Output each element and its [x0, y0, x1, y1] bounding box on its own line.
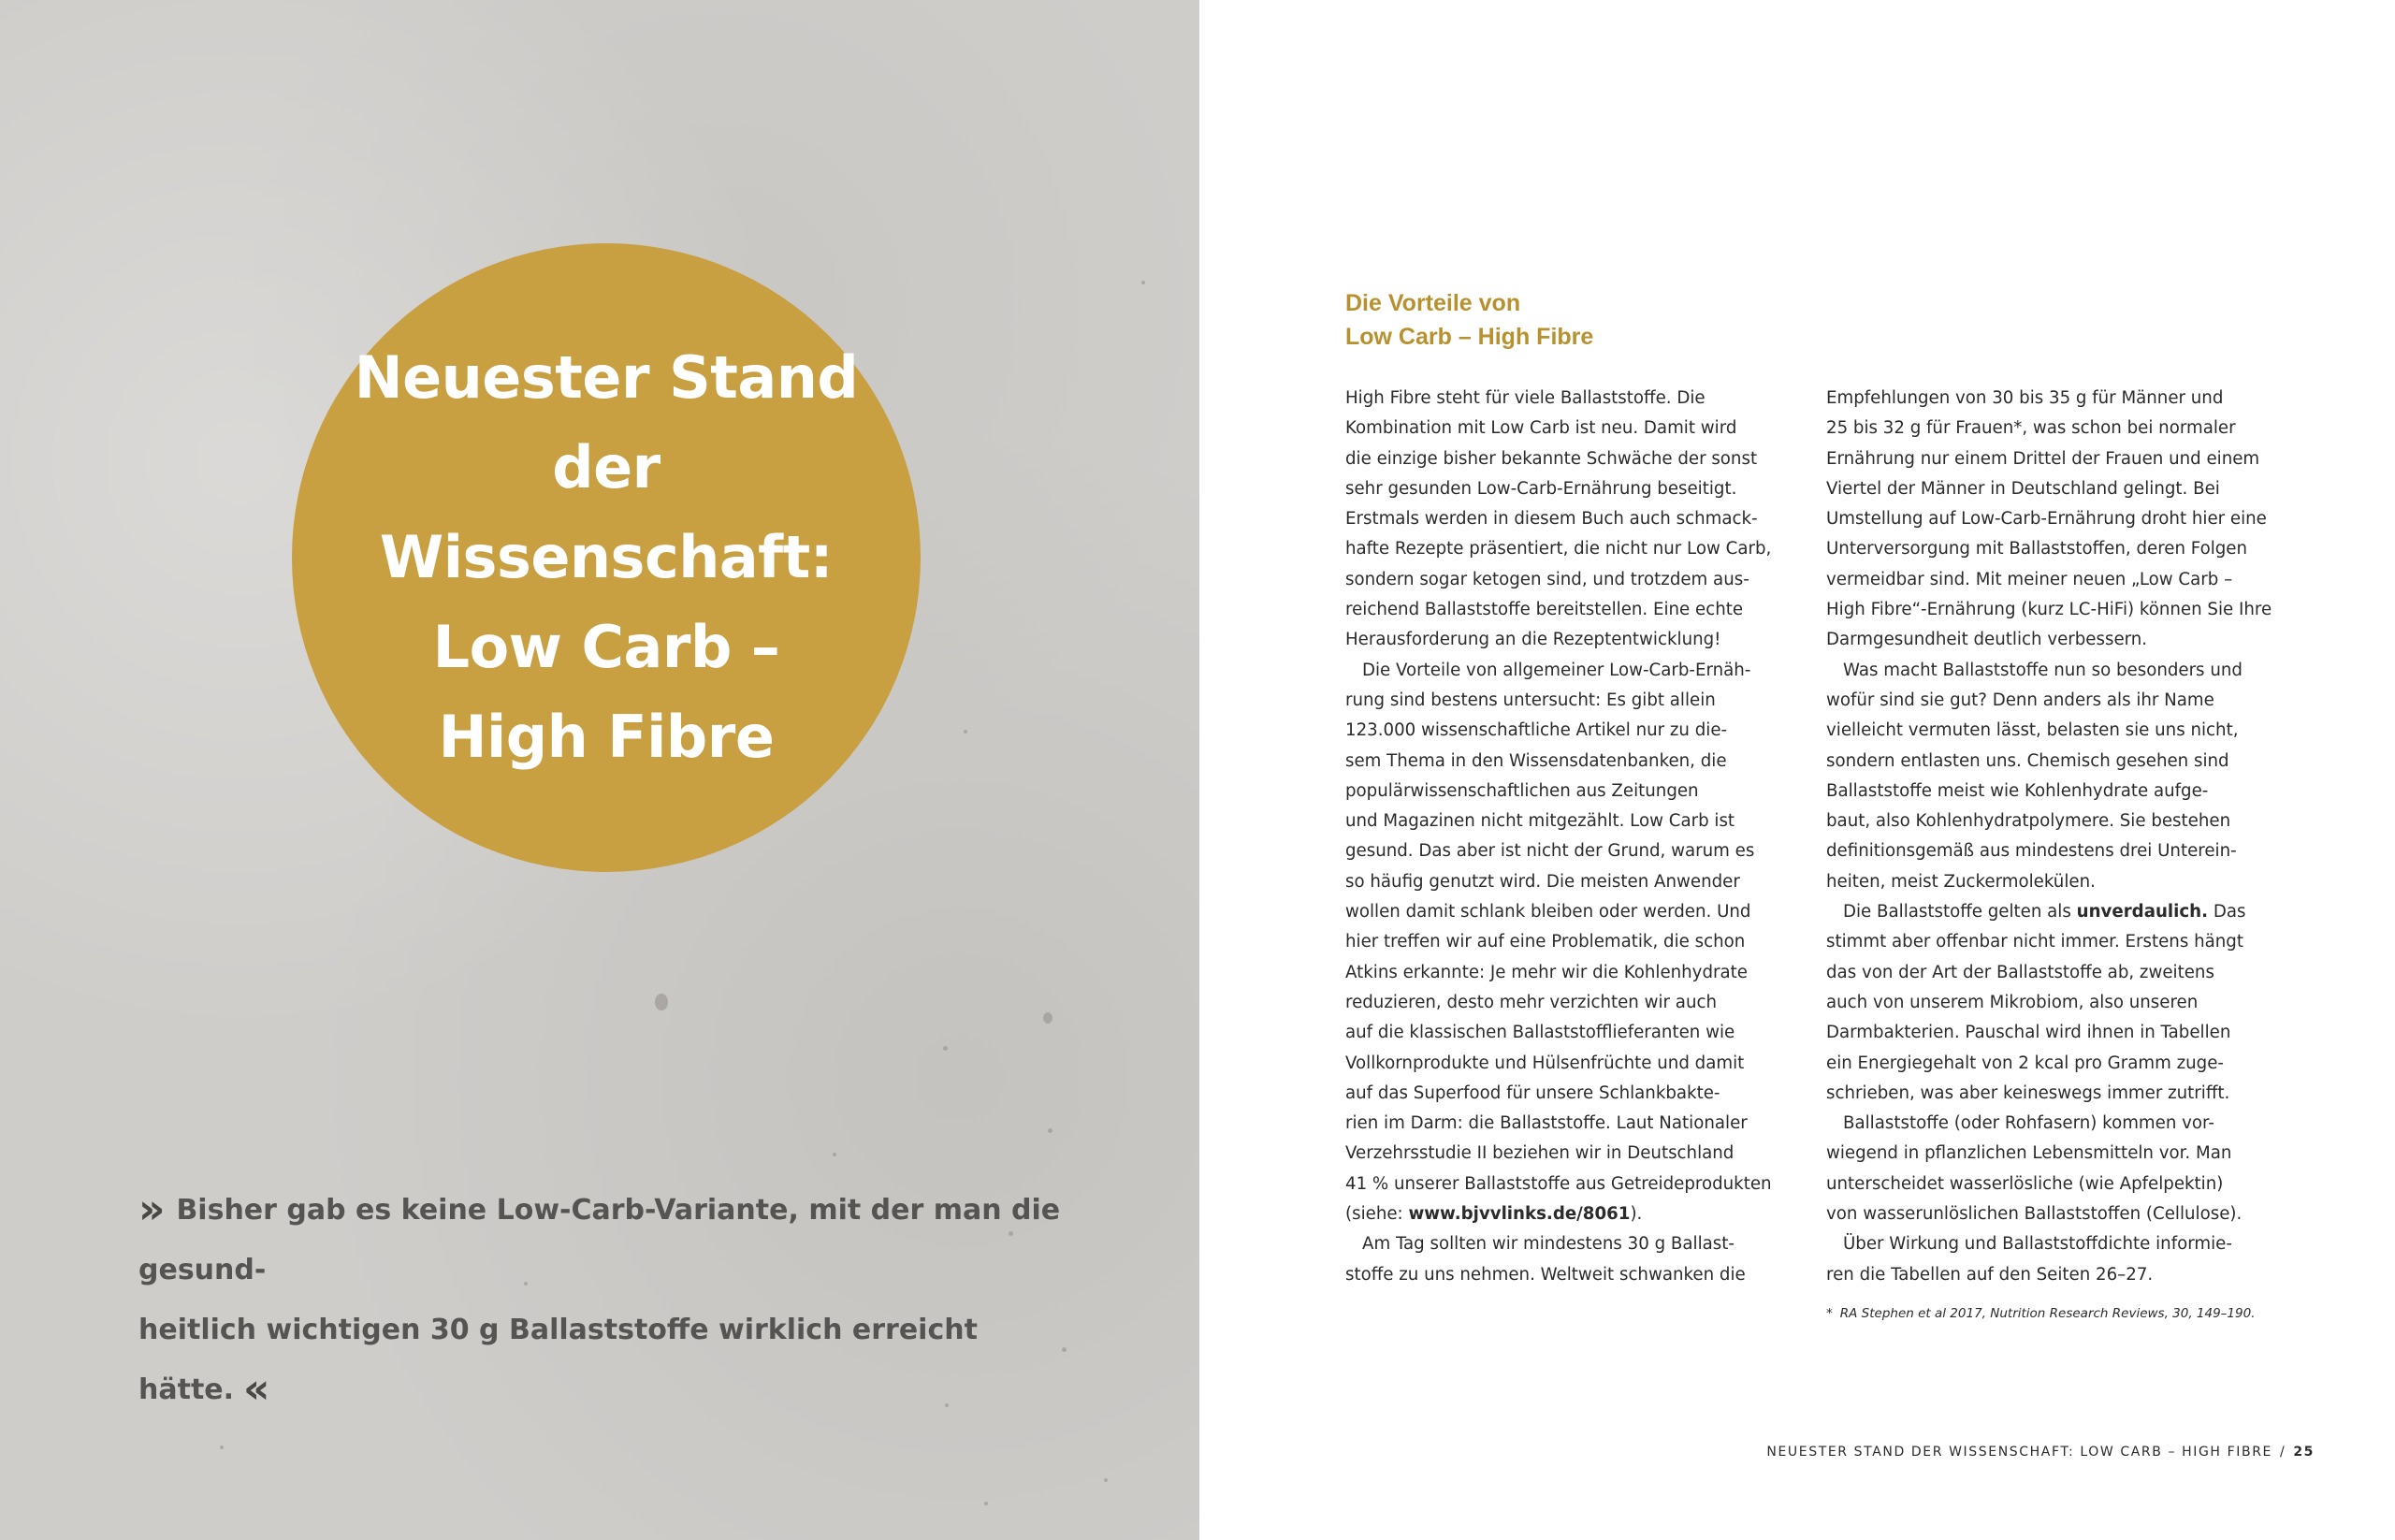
text-line: sehr gesunden Low-Carb-Ernährung beseitigt. [1345, 478, 1737, 499]
page-number: 25 [2293, 1445, 2315, 1460]
text-line: vermeidbar sind. Mit meiner neuen „Low Carb – [1826, 569, 2233, 589]
text-line: Unterversorgung mit Ballaststoffen, deren Folgen [1826, 539, 2248, 559]
bold-suffix: Das [2208, 902, 2246, 923]
link-suffix: ). [1630, 1204, 1643, 1225]
text-line: Ernährung nur einem Drittel der Frauen und einem [1826, 448, 2260, 469]
web-link[interactable]: www.bjvvlinks.de/8061 [1408, 1204, 1631, 1225]
footnote-marker: * [1826, 1306, 1833, 1321]
text-line: auch von unserem Mikrobiom, also unseren [1826, 992, 2199, 1012]
text-line: High Fibre“-Ernährung (kurz LC-HiFi) können Sie Ihre [1826, 600, 2272, 620]
text-line: sem Thema in den Wissensdatenbanken, die [1345, 750, 1727, 771]
concrete-pit [220, 1446, 224, 1449]
text-line-with-bold [1826, 897, 2294, 927]
text-line: Ballaststoffe (oder Rohfasern) kommen vor- [1843, 1113, 2214, 1134]
text-line: stoffe zu uns nehmen. Weltweit schwanken die [1345, 1264, 1746, 1285]
text-line: Darmgesundheit deutlich verbessern. [1826, 630, 2148, 650]
text-line: und Magazinen nicht mitgezählt. Low Carb ist [1345, 811, 1735, 832]
concrete-pit [655, 994, 668, 1010]
text-line: hier treffen wir auf eine Problematik, die schon [1345, 932, 1746, 952]
footnote-text: RA Stephen et al 2017, Nutrition Research Reviews, 30, 149–190. [1839, 1306, 2256, 1321]
link-prefix: (siehe: [1345, 1204, 1409, 1225]
text-line: Atkins erkannte: Je mehr wir die Kohlenhydrate [1345, 962, 1748, 982]
text-line: baut, also Kohlenhydratpolymere. Sie bestehen [1826, 811, 2231, 832]
quote-line: heitlich wichtigen 30 g Ballaststoffe wirklich erreicht hätte. [138, 1314, 978, 1406]
text-line: auf die klassischen Ballaststofflieferanten wie [1345, 1023, 1735, 1043]
text-line: heiten, meist Zuckermolekülen. [1826, 871, 2096, 892]
running-footer-text: NEUESTER STAND DER WISSENSCHAFT: LOW CARB – HIGH FIBRE [1766, 1445, 2272, 1460]
text-line: Erstmals werden in diesem Buch auch schmack- [1345, 509, 1758, 530]
concrete-pit [943, 1046, 948, 1051]
quote-open-mark: » [138, 1185, 166, 1233]
concrete-pit [1043, 1012, 1052, 1024]
text-line: Am Tag sollten wir mindestens 30 g Ballast- [1362, 1234, 1735, 1255]
chapter-title-line: High Fibre [438, 703, 775, 771]
chapter-title-line: Low Carb – [432, 613, 780, 681]
text-line: Kombination mit Low Carb ist neu. Damit wird [1345, 418, 1737, 439]
text-line: vielleicht vermuten lässt, belasten sie uns nicht, [1826, 720, 2239, 741]
text-line: ren die Tabellen auf den Seiten 26–27. [1826, 1264, 2154, 1285]
text-line: Darmbakterien. Pauschal wird ihnen in Tabellen [1826, 1023, 2231, 1043]
text-line: Viertel der Männer in Deutschland gelingt. Bei [1826, 478, 2220, 499]
text-line: reichend Ballaststoffe bereitstellen. Eine echte [1345, 600, 1744, 620]
title-circle [292, 243, 921, 872]
chapter-title [326, 333, 887, 782]
text-column-left [1345, 384, 1813, 1290]
section-heading-line: Low Carb – High Fibre [1345, 324, 1594, 350]
chapter-title-line: der Wissenschaft: [379, 433, 834, 591]
text-line: schrieben, was aber keineswegs immer zutrifft. [1826, 1082, 2230, 1103]
text-line: hafte Rezepte präsentiert, die nicht nur Low Carb, [1345, 539, 1772, 559]
section-heading-line: Die Vorteile von [1345, 290, 1521, 316]
text-line: so häufig genutzt wird. Die meisten Anwender [1345, 871, 1740, 892]
text-line: das von der Art der Ballaststoffe ab, zweitens [1826, 962, 2214, 982]
concrete-pit [1048, 1128, 1052, 1133]
text-line: wiegend in pflanzlichen Lebensmitteln vor. Man [1826, 1143, 2232, 1164]
text-line: Die Vorteile von allgemeiner Low-Carb-Ernäh- [1362, 660, 1751, 680]
text-line: populärwissenschaftlichen aus Zeitungen [1345, 780, 1699, 801]
text-line: rung sind bestens untersucht: Es gibt allein [1345, 690, 1716, 710]
text-line: wollen damit schlank bleiben oder werden. Und [1345, 902, 1751, 923]
bold-prefix: Die Ballaststoffe gelten als [1843, 902, 2077, 923]
text-line: definitionsgemäß aus mindestens drei Unterein- [1826, 841, 2237, 862]
text-line: Umstellung auf Low-Carb-Ernährung droht hier eine [1826, 509, 2267, 530]
chapter-title-line: Neuester Stand [354, 343, 859, 412]
concrete-pit [984, 1502, 988, 1505]
right-page [1199, 0, 2395, 1540]
text-line: von wasserunlöslichen Ballaststoffen (Cellulose). [1826, 1204, 2243, 1225]
text-line: 25 bis 32 g für Frauen*, was schon bei normaler [1826, 418, 2236, 439]
text-line: 41 % unserer Ballaststoffe aus Getreideprodukten [1345, 1173, 1772, 1194]
concrete-pit [964, 730, 967, 734]
text-line: auf das Superfood für unsere Schlankbakte- [1345, 1082, 1720, 1103]
text-line: reduzieren, desto mehr verzichten wir auch [1345, 992, 1717, 1012]
text-line: Herausforderung an die Rezeptentwicklung! [1345, 630, 1721, 650]
text-column-right [1826, 384, 2294, 1290]
quote-line: Bisher gab es keine Low-Carb-Variante, mit der man die gesund- [138, 1194, 1061, 1286]
text-line: Empfehlungen von 30 bis 35 g für Männer und [1826, 388, 2224, 408]
text-line: sondern sogar ketogen sind, und trotzdem aus- [1345, 569, 1749, 589]
text-line: rien im Darm: die Ballaststoffe. Laut Nationaler [1345, 1113, 1748, 1134]
concrete-pit [1104, 1478, 1108, 1482]
text-line-with-link [1345, 1199, 1813, 1229]
concrete-pit [833, 1153, 836, 1156]
running-footer [1766, 1445, 2315, 1460]
text-line: ein Energiegehalt von 2 kcal pro Gramm zuge- [1826, 1053, 2224, 1073]
text-line: sondern entlasten uns. Chemisch gesehen sind [1826, 750, 2229, 771]
text-line: Vollkornprodukte und Hülsenfrüchte und damit [1345, 1053, 1745, 1073]
text-line: unterscheidet wasserlösliche (wie Apfelpektin) [1826, 1173, 2224, 1194]
running-footer-separator: / [2279, 1445, 2286, 1460]
text-line: stimmt aber offenbar nicht immer. Erstens hängt [1826, 932, 2243, 952]
text-line: Was macht Ballaststoffe nun so besonders und [1843, 660, 2243, 680]
concrete-pit [1141, 281, 1145, 284]
text-line: die einzige bisher bekannte Schwäche der sonst [1345, 448, 1758, 469]
bold-term: unverdaulich. [2076, 902, 2209, 923]
pull-quote [138, 1181, 1074, 1420]
text-line: Über Wirkung und Ballaststoffdichte informie- [1843, 1234, 2232, 1255]
text-line: gesund. Das aber ist nicht der Grund, warum es [1345, 841, 1755, 862]
text-line: High Fibre steht für viele Ballaststoffe. Die [1345, 388, 1706, 408]
text-line: 123.000 wissenschaftliche Artikel nur zu die- [1345, 720, 1728, 741]
text-line: Ballaststoffe meist wie Kohlenhydrate aufge- [1826, 780, 2209, 801]
quote-close-mark: « [243, 1365, 270, 1413]
text-line: wofür sind sie gut? Denn anders als ihr Name [1826, 690, 2214, 710]
section-heading [1345, 286, 1593, 354]
footnote [1826, 1306, 2256, 1321]
text-line: Verzehrsstudie II beziehen wir in Deutschland [1345, 1143, 1735, 1164]
